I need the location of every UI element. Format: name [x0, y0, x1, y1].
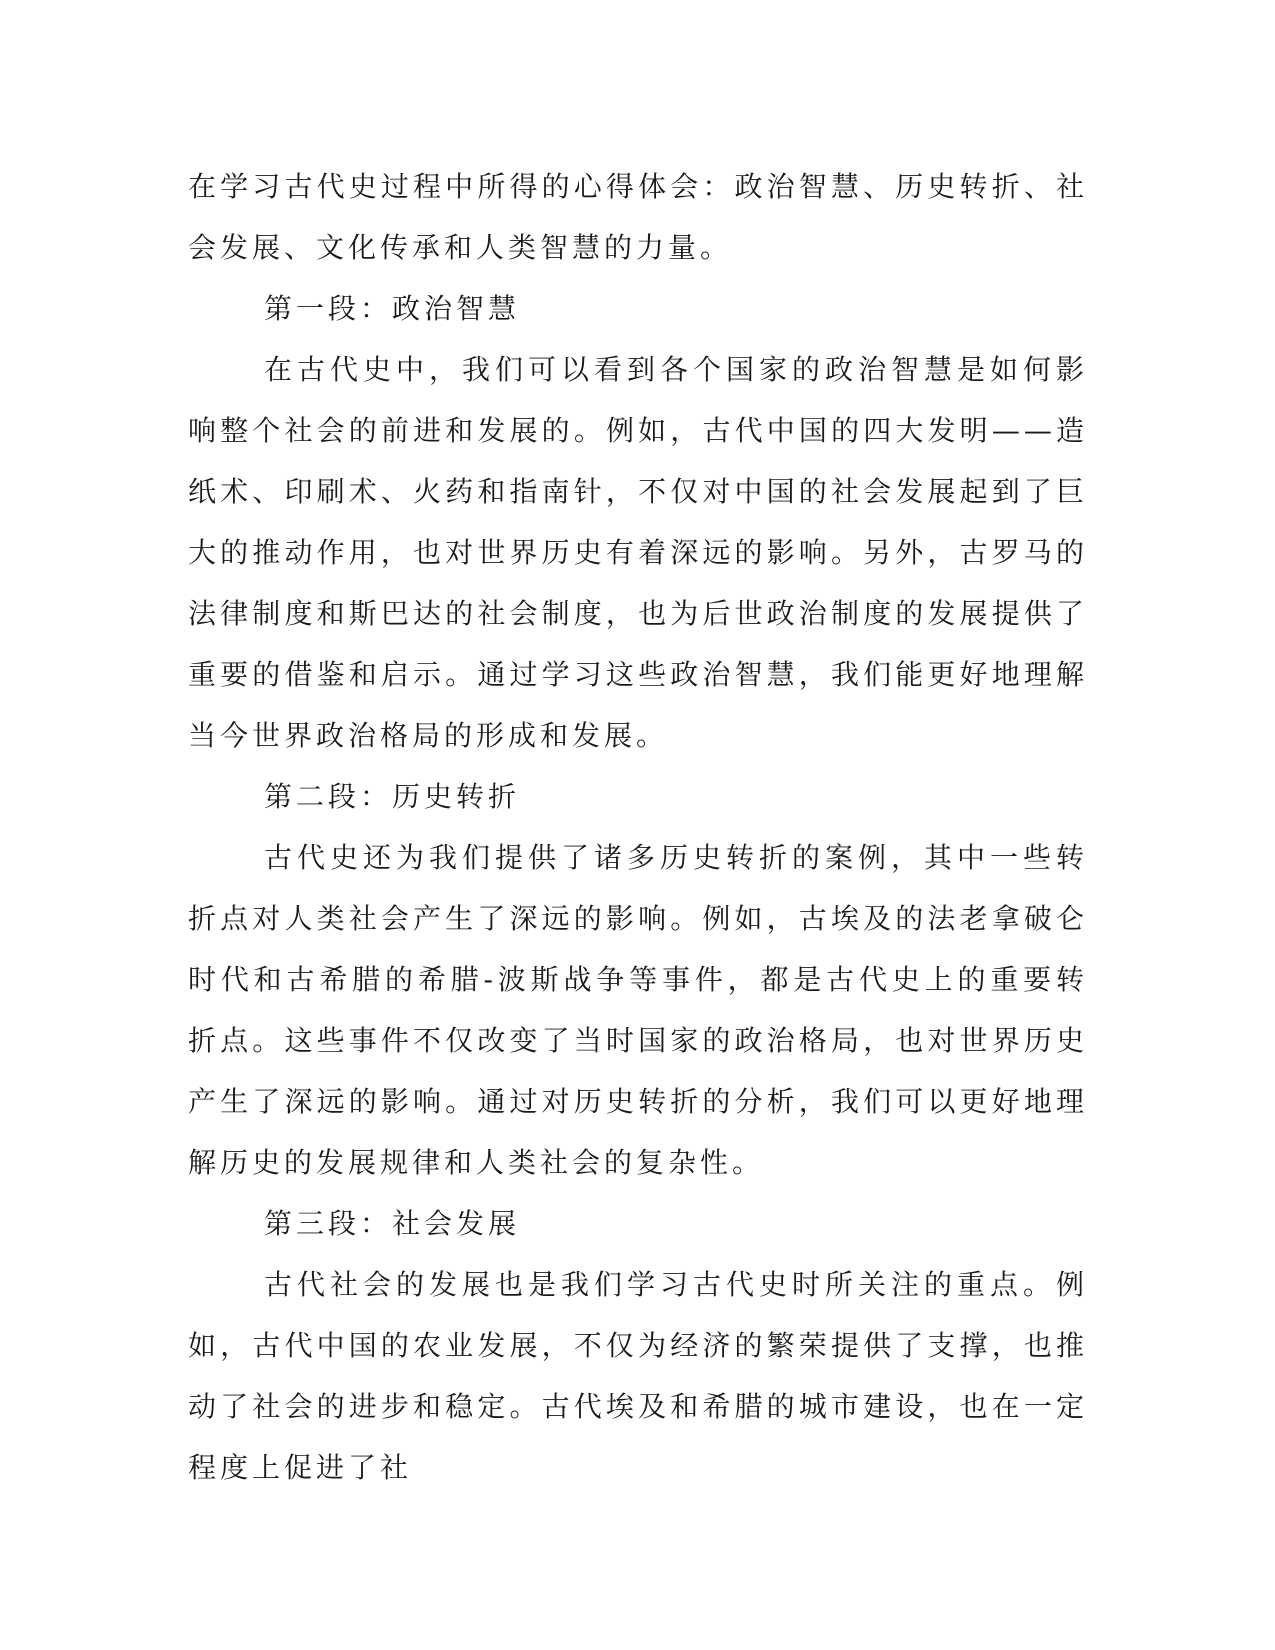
document-body	[188, 156, 1088, 1498]
section-body-3: 古代社会的发展也是我们学习古代史时所关注的重点。例如，古代中国的农业发展，不仅为经济的繁荣提供了支撑，也推动了社会的进步和稳定。古代埃及和希腊的城市建设，也在一定程度上促进了社	[188, 1268, 1088, 1484]
section-body-2: 古代史还为我们提供了诸多历史转折的案例，其中一些转折点对人类社会产生了深远的影响。例如，古埃及的法老拿破仑时代和古希腊的希腊-波斯战争等事件，都是古代史上的重要转折点。这些事件不仅改变了当时国家的政治格局，也对世界历史产生了深远的影响。通过对历史转折的分析，我们可以更好地理解历史的发展规律和人类社会的复杂性。	[188, 841, 1088, 1179]
intro-paragraph: 在学习古代史过程中所得的心得体会：政治智慧、历史转折、社会发展、文化传承和人类智慧的力量。	[188, 170, 1088, 264]
section-heading-1: 第一段：政治智慧	[264, 292, 521, 325]
section-body-1: 在古代史中，我们可以看到各个国家的政治智慧是如何影响整个社会的前进和发展的。例如，古代中国的四大发明——造纸术、印刷术、火药和指南针，不仅对中国的社会发展起到了巨大的推动作用，也对世界历史有着深远的影响。另外，古罗马的法律制度和斯巴达的社会制度，也为后世政治制度的发展提供了重要的借鉴和启示。通过学习这些政治智慧，我们能更好地理解当今世界政治格局的形成和发展。	[188, 353, 1088, 752]
section-heading-2: 第二段：历史转折	[264, 780, 521, 813]
section-heading-3: 第三段：社会发展	[264, 1207, 521, 1240]
